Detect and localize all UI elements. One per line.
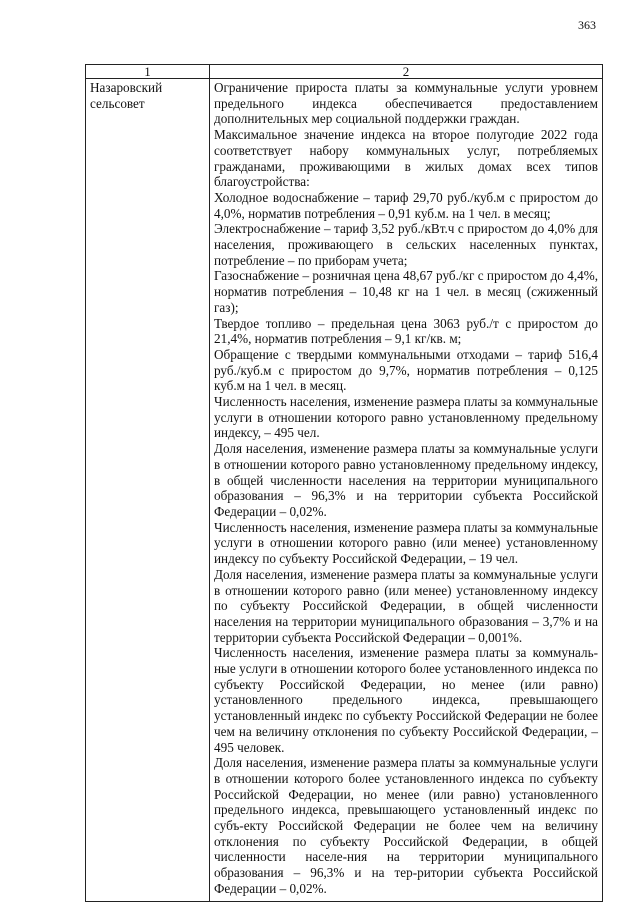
column-header-1: 1 <box>86 65 210 79</box>
paragraph-share-below: Доля населения, изменение размера платы за коммунальные услуги в отношении которого равно (или менее) установленному индексу по субъекту Российской Федерации, в общей численности населения на территории муниципального образования – 3,7% и на территории субъекта Российской Федерации – 0,001%. <box>214 566 598 645</box>
table-row <box>86 79 603 902</box>
paragraph-waste: Обращение с твердыми коммунальными отходами – тариф 516,4 руб./куб.м с приростом до 9,7%, норматив потребления – 0,125 куб.м на 1 чел. в месяц. <box>214 346 598 394</box>
paragraph-share-equal: Доля населения, изменение размера платы за коммунальные услуги в отношении которого равно установленному предельному индексу, в общей численности населения на территории муниципального образования – 96,3% и на территории субъекта Российской Федерации – 0,02%. <box>214 441 598 519</box>
paragraph-max-index: Максимальное значение индекса на второе полугодие 2022 года соответствует набору коммунальных услуг, потребляемых гражданами, проживающими в жилых домах всех типов благоустройства: <box>214 127 598 190</box>
description-cell <box>210 79 603 902</box>
page-number: 363 <box>578 18 596 32</box>
paragraph-population-above: Численность населения, изменение размера платы за коммуналь-ные услуги в отношении которого более установленного индекса по субъекту Российской Федерации, но менее (или равно) установленного предельного индекса, превышающего установленный индекс по субъекту Российской Федерации не более чем на величину отклонения по субъекту Российской Федерации, – 495 человек. <box>214 645 598 755</box>
paragraph-gas: Газоснабжение – розничная цена 48,67 руб./кг с приростом до 4,4%, норматив потребления – 10,48 кг на 1 чел. в месяц (сжиженный газ); <box>214 268 598 315</box>
paragraph-cold-water: Холодное водоснабжение – тариф 29,70 руб./куб.м с приростом до 4,0%, норматив потребления – 0,91 куб.м. на 1 чел. в месяц; <box>214 189 598 221</box>
paragraph-solid-fuel: Твердое топливо – предельная цена 3063 руб./т с приростом до 21,4%, норматив потребления – 9,1 кг/кв. м; <box>214 315 598 347</box>
paragraph-population-below: Численность населения, изменение размера платы за коммунальные услуги в отношении которого равно (или менее) установленному индексу по субъекту Российской Федерации, – 19 чел. <box>214 519 598 567</box>
tariff-table <box>85 64 603 902</box>
paragraph-electricity: Электроснабжение – тариф 3,52 руб./кВт.ч с приростом до 4,0% для населения, проживающего в сельских населенных пунктах, потребление – по приборам учета; <box>214 221 598 268</box>
paragraph-share-above: Доля населения, изменение размера платы за коммунальные услуги в отношении которого более установленного индекса по субъекту Российской Федерации, но менее (или равно) установленного предельного индекса, превышающего установленный индекс по субъ-екту Российской Федерации не более чем на величину отклонения по субъекту Российской Федерации, в общей численности населе-ния на территории муниципального образования – 96,3% и на тер-ритории субъекта Российской Федерации – 0,02%. <box>214 755 598 896</box>
municipality-name: Назаровский сельсовет <box>90 80 163 111</box>
table-header-row <box>86 65 603 79</box>
paragraph-social-support: Ограничение прироста платы за коммунальные услуги уровнем предельного индекса обеспечивается предоставлением дополнительных мер социальной поддержки граждан. <box>214 80 598 127</box>
municipality-cell <box>86 79 210 902</box>
paragraph-population-equal: Численность населения, изменение размера платы за коммунальные услуги в отношении которого равно установленному предельному индексу, – 495 чел. <box>214 394 598 441</box>
column-header-2: 2 <box>210 65 603 79</box>
